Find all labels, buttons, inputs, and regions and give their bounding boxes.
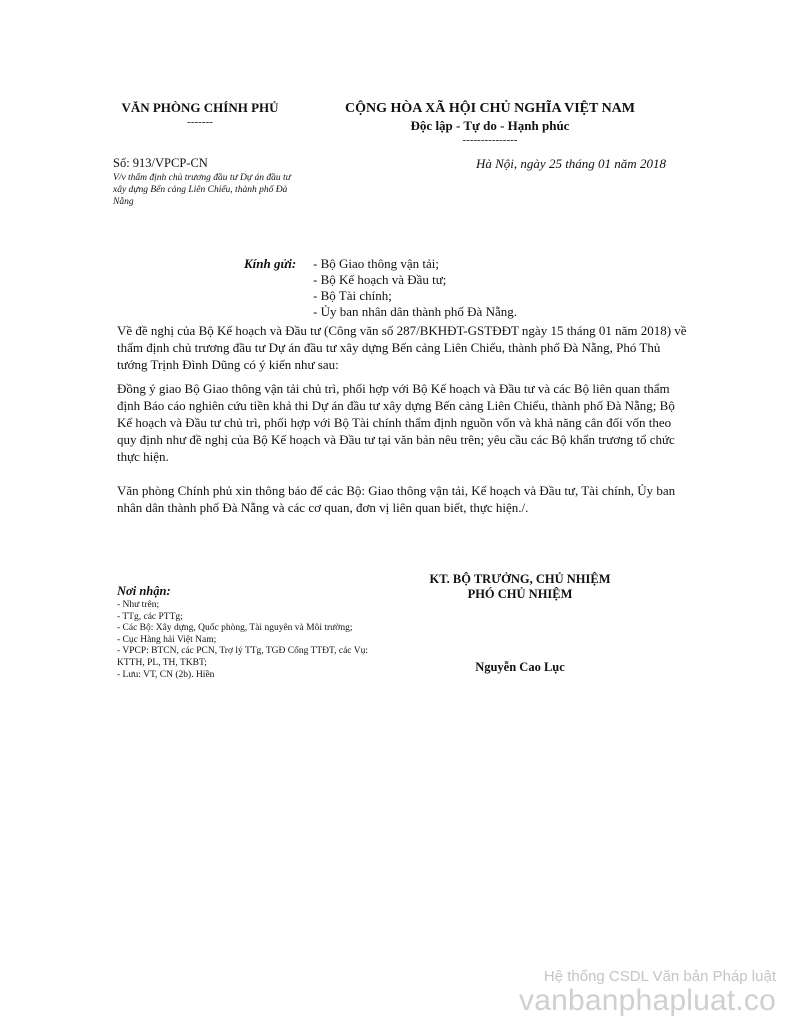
- recipients-list: [313, 256, 613, 320]
- cc-item: - Cục Hàng hải Việt Nam;: [117, 634, 217, 645]
- issuing-agency-block: [100, 100, 300, 128]
- cc-item: - Như trên;: [117, 600, 160, 610]
- recipients-greeting: Kính gửi:: [244, 256, 297, 271]
- national-title-block: [330, 100, 650, 146]
- motto-separator: ---------------: [462, 134, 518, 146]
- national-motto: Độc lập - Tự do - Hạnh phúc: [410, 118, 570, 133]
- body-paragraph: Về đề nghị của Bộ Kế hoạch và Đầu tư (Công văn số 287/BKHĐT-GSTĐĐT ngày 15 tháng 01 năm 2018) về thẩm định chủ trương đầu tư Dự án đầu tư xây dựng Bến cảng Liên Chiểu, thành phố Đà Nẵng, Phó Thủ tướng Trịnh Đình Dũng có ý kiến như sau:: [117, 323, 687, 372]
- agency-separator: -------: [187, 116, 213, 128]
- document-subject: V/v thẩm định chủ trương đầu tư Dự án đầu tư xây dựng Bến cảng Liên Chiểu, thành phố Đà Nẵng: [113, 173, 291, 207]
- recipient-item: - Bộ Giao thông vận tải;: [313, 256, 440, 271]
- recipient-item: - Bộ Kế hoạch và Đầu tư;: [313, 272, 447, 287]
- signature-position: PHÓ CHỦ NHIỆM: [467, 587, 573, 601]
- national-title: CỘNG HÒA XÃ HỘI CHỦ NGHĨA VIỆT NAM: [344, 101, 635, 116]
- watermark-caption: Hệ thống CSDL Văn bản Pháp luật: [543, 968, 776, 985]
- cc-item: - Lưu: VT, CN (2b). Hiền: [117, 669, 215, 680]
- issuing-agency-name: VĂN PHÒNG CHÍNH PHỦ: [121, 100, 279, 115]
- signer-name: Nguyễn Cao Lục: [475, 660, 565, 674]
- watermark-site: vanbanphapluat.co: [519, 984, 776, 1017]
- cc-item: - Các Bộ: Xây dựng, Quốc phòng, Tài nguyên và Môi trường;: [117, 623, 353, 634]
- cc-list: [117, 600, 397, 681]
- cc-title: Nơi nhận:: [117, 584, 171, 598]
- signature-block: [420, 572, 620, 602]
- document-number: Số: 913/VPCP-CN: [113, 156, 208, 170]
- recipient-item: - Bộ Tài chính;: [313, 288, 392, 303]
- body-paragraph: Văn phòng Chính phủ xin thông báo để các Bộ: Giao thông vận tải, Kế hoạch và Đầu tư, Tài chính, Ủy ban nhân dân thành phố Đà Nẵng và các cơ quan, đơn vị liên quan biết, thực hiện./.: [117, 483, 676, 515]
- signature-authority: KT. BỘ TRƯỞNG, CHỦ NHIỆM: [429, 572, 611, 586]
- body-paragraph: Đồng ý giao Bộ Giao thông vận tải chủ trì, phối hợp với Bộ Kế hoạch và Đầu tư và các Bộ liên quan thẩm định Báo cáo nghiên cứu tiền khả thi Dự án đầu tư xây dựng Bến cảng Liên Chiểu, thành phố Đà Nẵng; Bộ Kế hoạch và Đầu tư chủ trì, phối hợp với Bộ Tài chính thẩm định nguồn vốn và khả năng cân đối vốn theo quy định như đề nghị của Bộ Kế hoạch và Đầu tư tại văn bản nêu trên; yêu cầu các Bộ khẩn trương tổ chức thực hiện.: [117, 381, 675, 464]
- cc-item: - VPCP: BTCN, các PCN, Trợ lý TTg, TGĐ Cổng TTĐT, các Vụ: KTTH, PL, TH, TKBT;: [117, 646, 368, 668]
- cc-item: - TTg, các PTTg;: [117, 611, 183, 622]
- recipient-item: - Ủy ban nhân dân thành phố Đà Nẵng.: [313, 304, 517, 319]
- document-date: Hà Nội, ngày 25 tháng 01 năm 2018: [476, 156, 666, 171]
